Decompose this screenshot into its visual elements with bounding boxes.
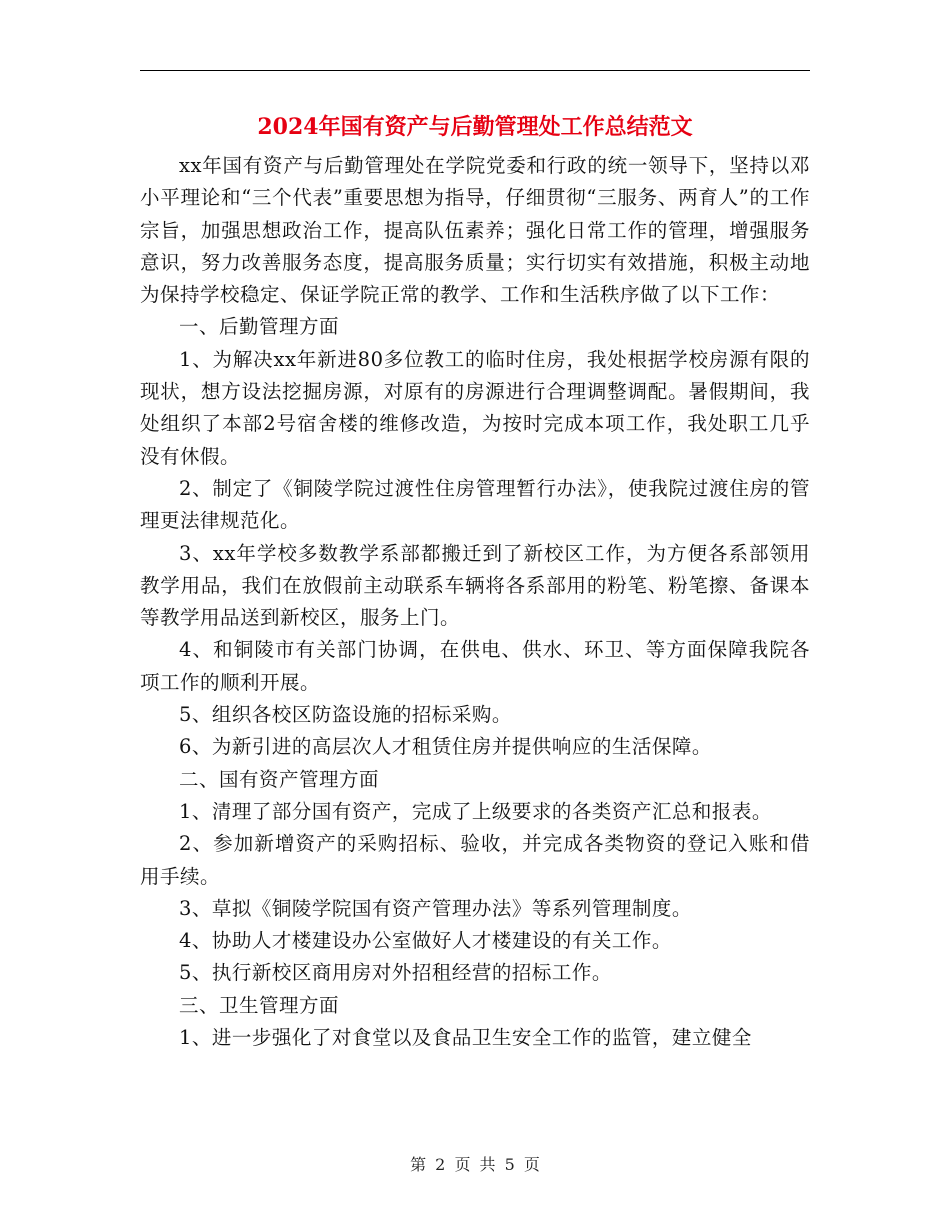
document-body bbox=[140, 150, 810, 1054]
section-heading-assets: 二、国有资产管理方面 bbox=[179, 767, 380, 791]
paragraph-logistics-6: 6、为新引进的高层次人才租赁住房并提供响应的生活保障。 bbox=[179, 735, 712, 759]
section-heading-hygiene: 三、卫生管理方面 bbox=[179, 993, 340, 1017]
paragraph-logistics-5: 5、组织各校区防盗设施的招标采购。 bbox=[179, 703, 512, 727]
page-number-footer: 第 2 页 共 5 页 bbox=[410, 1155, 540, 1174]
paragraph-assets-5: 5、执行新校区商用房对外招租经营的招标工作。 bbox=[179, 961, 612, 985]
paragraph-logistics-2: 2、制定了《铜陵学院过渡性住房管理暂行办法》，使我院过渡住房的管理更法律规范化。 bbox=[140, 476, 810, 533]
paragraph-logistics-1: 1、为解决xx年新进80多位教工的临时住房，我处根据学校房源有限的现状，想方设法挖掘房源，对原有的房源进行合理调整调配。暑假期间，我处组织了本部2号宿舍楼的维修改造，为按时完成本项工作，我处职工几乎没有休假。 bbox=[140, 347, 810, 468]
paragraph-assets-1: 1、清理了部分国有资产，完成了上级要求的各类资产汇总和报表。 bbox=[179, 799, 772, 823]
paragraph-assets-2: 2、参加新增资产的采购招标、验收，并完成各类物资的登记入账和借用手续。 bbox=[140, 832, 810, 888]
paragraph-intro: xx年国有资产与后勤管理处在学院党委和行政的统一领导下，坚持以邓小平理论和“三个代表”重要思想为指导，仔细贯彻“三服务、两育人”的工作宗旨，加强思想政治工作，提高队伍素养；强化日常工作的管理，增强服务意识，努力改善服务态度，提高服务质量；实行切实有效措施，积极主动地为保持学校稳定、保证学院正常的教学、工作和生活秩序做了以下工作： bbox=[140, 154, 810, 307]
paragraph-assets-4: 4、协助人才楼建设办公室做好人才楼建设的有关工作。 bbox=[179, 929, 672, 953]
section-heading-logistics: 一、后勤管理方面 bbox=[179, 315, 340, 339]
paragraph-logistics-3: 3、xx年学校多数教学系部都搬迁到了新校区工作，为方便各系部领用教学用品，我们在放假前主动联系车辆将各系部用的粉笔、粉笔擦、备课本等教学用品送到新校区，服务上门。 bbox=[140, 541, 810, 630]
paragraph-assets-3: 3、草拟《铜陵学院国有资产管理办法》等系列管理制度。 bbox=[179, 896, 692, 920]
paragraph-logistics-4: 4、和铜陵市有关部门协调，在供电、供水、环卫、等方面保障我院各项工作的顺利开展。 bbox=[140, 638, 810, 694]
document-title: 2024年国有资产与后勤管理处工作总结范文 bbox=[257, 114, 693, 140]
header-rule bbox=[140, 70, 810, 71]
paragraph-hygiene-1: 1、进一步强化了对食堂以及食品卫生安全工作的监管，建立健全 bbox=[179, 1026, 752, 1050]
